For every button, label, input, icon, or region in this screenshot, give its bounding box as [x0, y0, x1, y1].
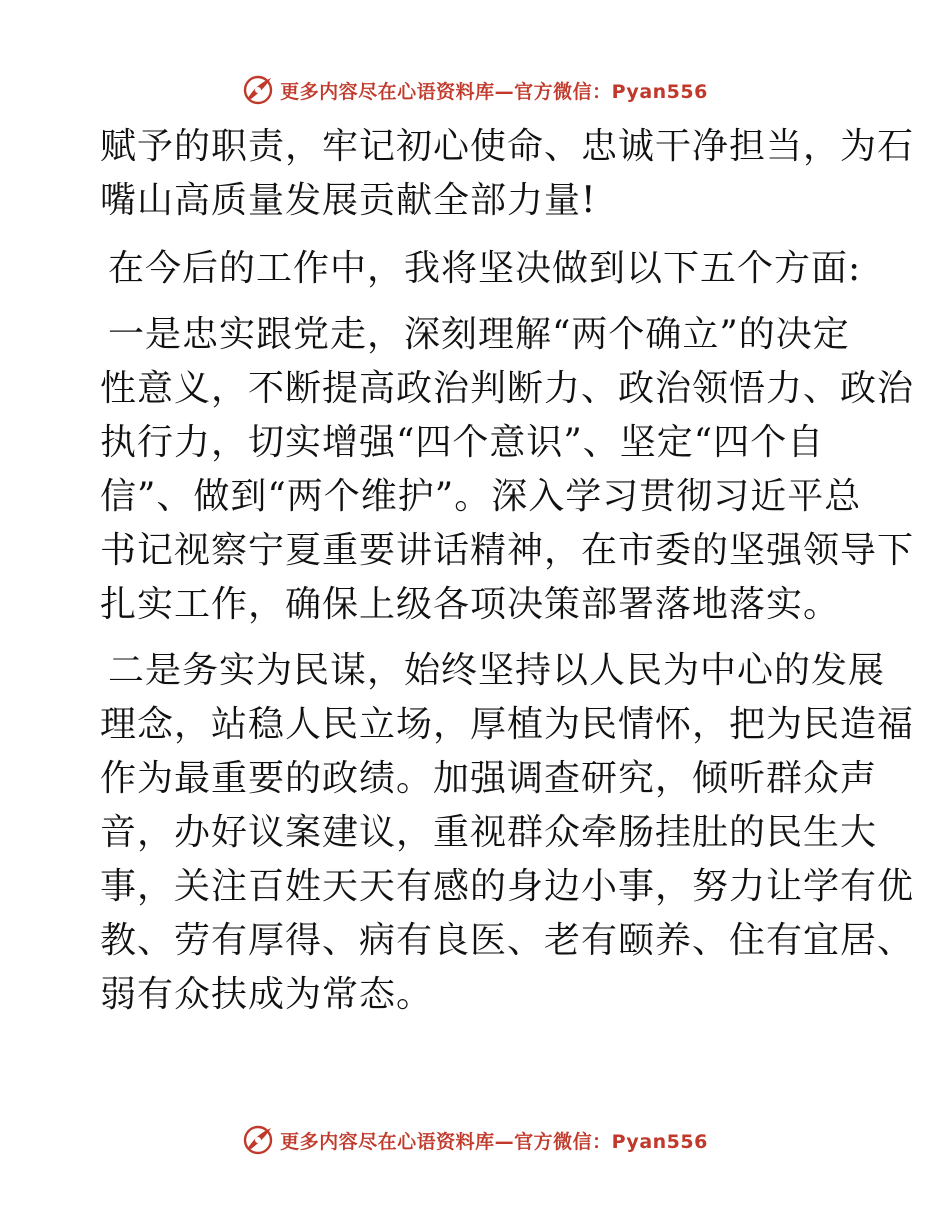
text-line: 二是务实为民谋，始终坚持以人民为中心的发展 [108, 650, 886, 691]
watermark-text: 更多内容尽在心语资料库—官方微信：Pyan556 [280, 1130, 708, 1153]
text-line: 执行力，切实增强“四个意识”、坚定“四个自 [100, 422, 825, 463]
text-line: 在今后的工作中，我将坚决做到以下五个方面: [108, 248, 862, 289]
text-line: 弱有众扶成为常态。 [100, 974, 434, 1015]
text-line: 事，关注百姓天天有感的身边小事，努力让学有优 [100, 866, 915, 907]
text-line: 理念，站稳人民立场，厚植为民情怀，把为民造福 [100, 704, 915, 745]
paragraph-intro [100, 242, 860, 296]
text-line: 作为最重要的政绩。加强调查研究，倾听群众声 [100, 758, 878, 799]
document-body [100, 120, 915, 1022]
text-line: 教、劳有厚得、病有良医、老有颐养、住有宜居、 [100, 920, 915, 961]
watermark-text: 更多内容尽在心语资料库—官方微信：Pyan556 [280, 80, 708, 103]
text-line: 性意义，不断提高政治判断力、政治领悟力、政治 [100, 368, 915, 409]
text-line: 音，办好议案建议，重视群众牵肠挂肚的民生大 [100, 812, 878, 853]
text-line: 扎实工作，确保上级各项决策部署落地落实。 [100, 584, 841, 625]
text-line: 书记视察宁夏重要讲话精神，在市委的坚强领导下 [100, 530, 915, 571]
quill-pen-logo-icon [242, 74, 274, 106]
text-line: 嘴山高质量发展贡献全部力量! [100, 180, 597, 221]
text-line: 赋予的职责，牢记初心使命、忠诚干净担当，为石 [100, 126, 915, 167]
text-line: 一是忠实跟党走，深刻理解“两个确立”的决定 [108, 314, 850, 355]
paragraph-point-two [100, 644, 915, 1022]
header-watermark [0, 70, 950, 110]
paragraph-point-one [100, 308, 915, 632]
paragraph-closing [100, 120, 915, 228]
text-line: 信”、做到“两个维护”。深入学习贯彻习近平总 [100, 476, 862, 517]
quill-pen-logo-icon [242, 1124, 274, 1156]
footer-watermark [0, 1120, 950, 1160]
